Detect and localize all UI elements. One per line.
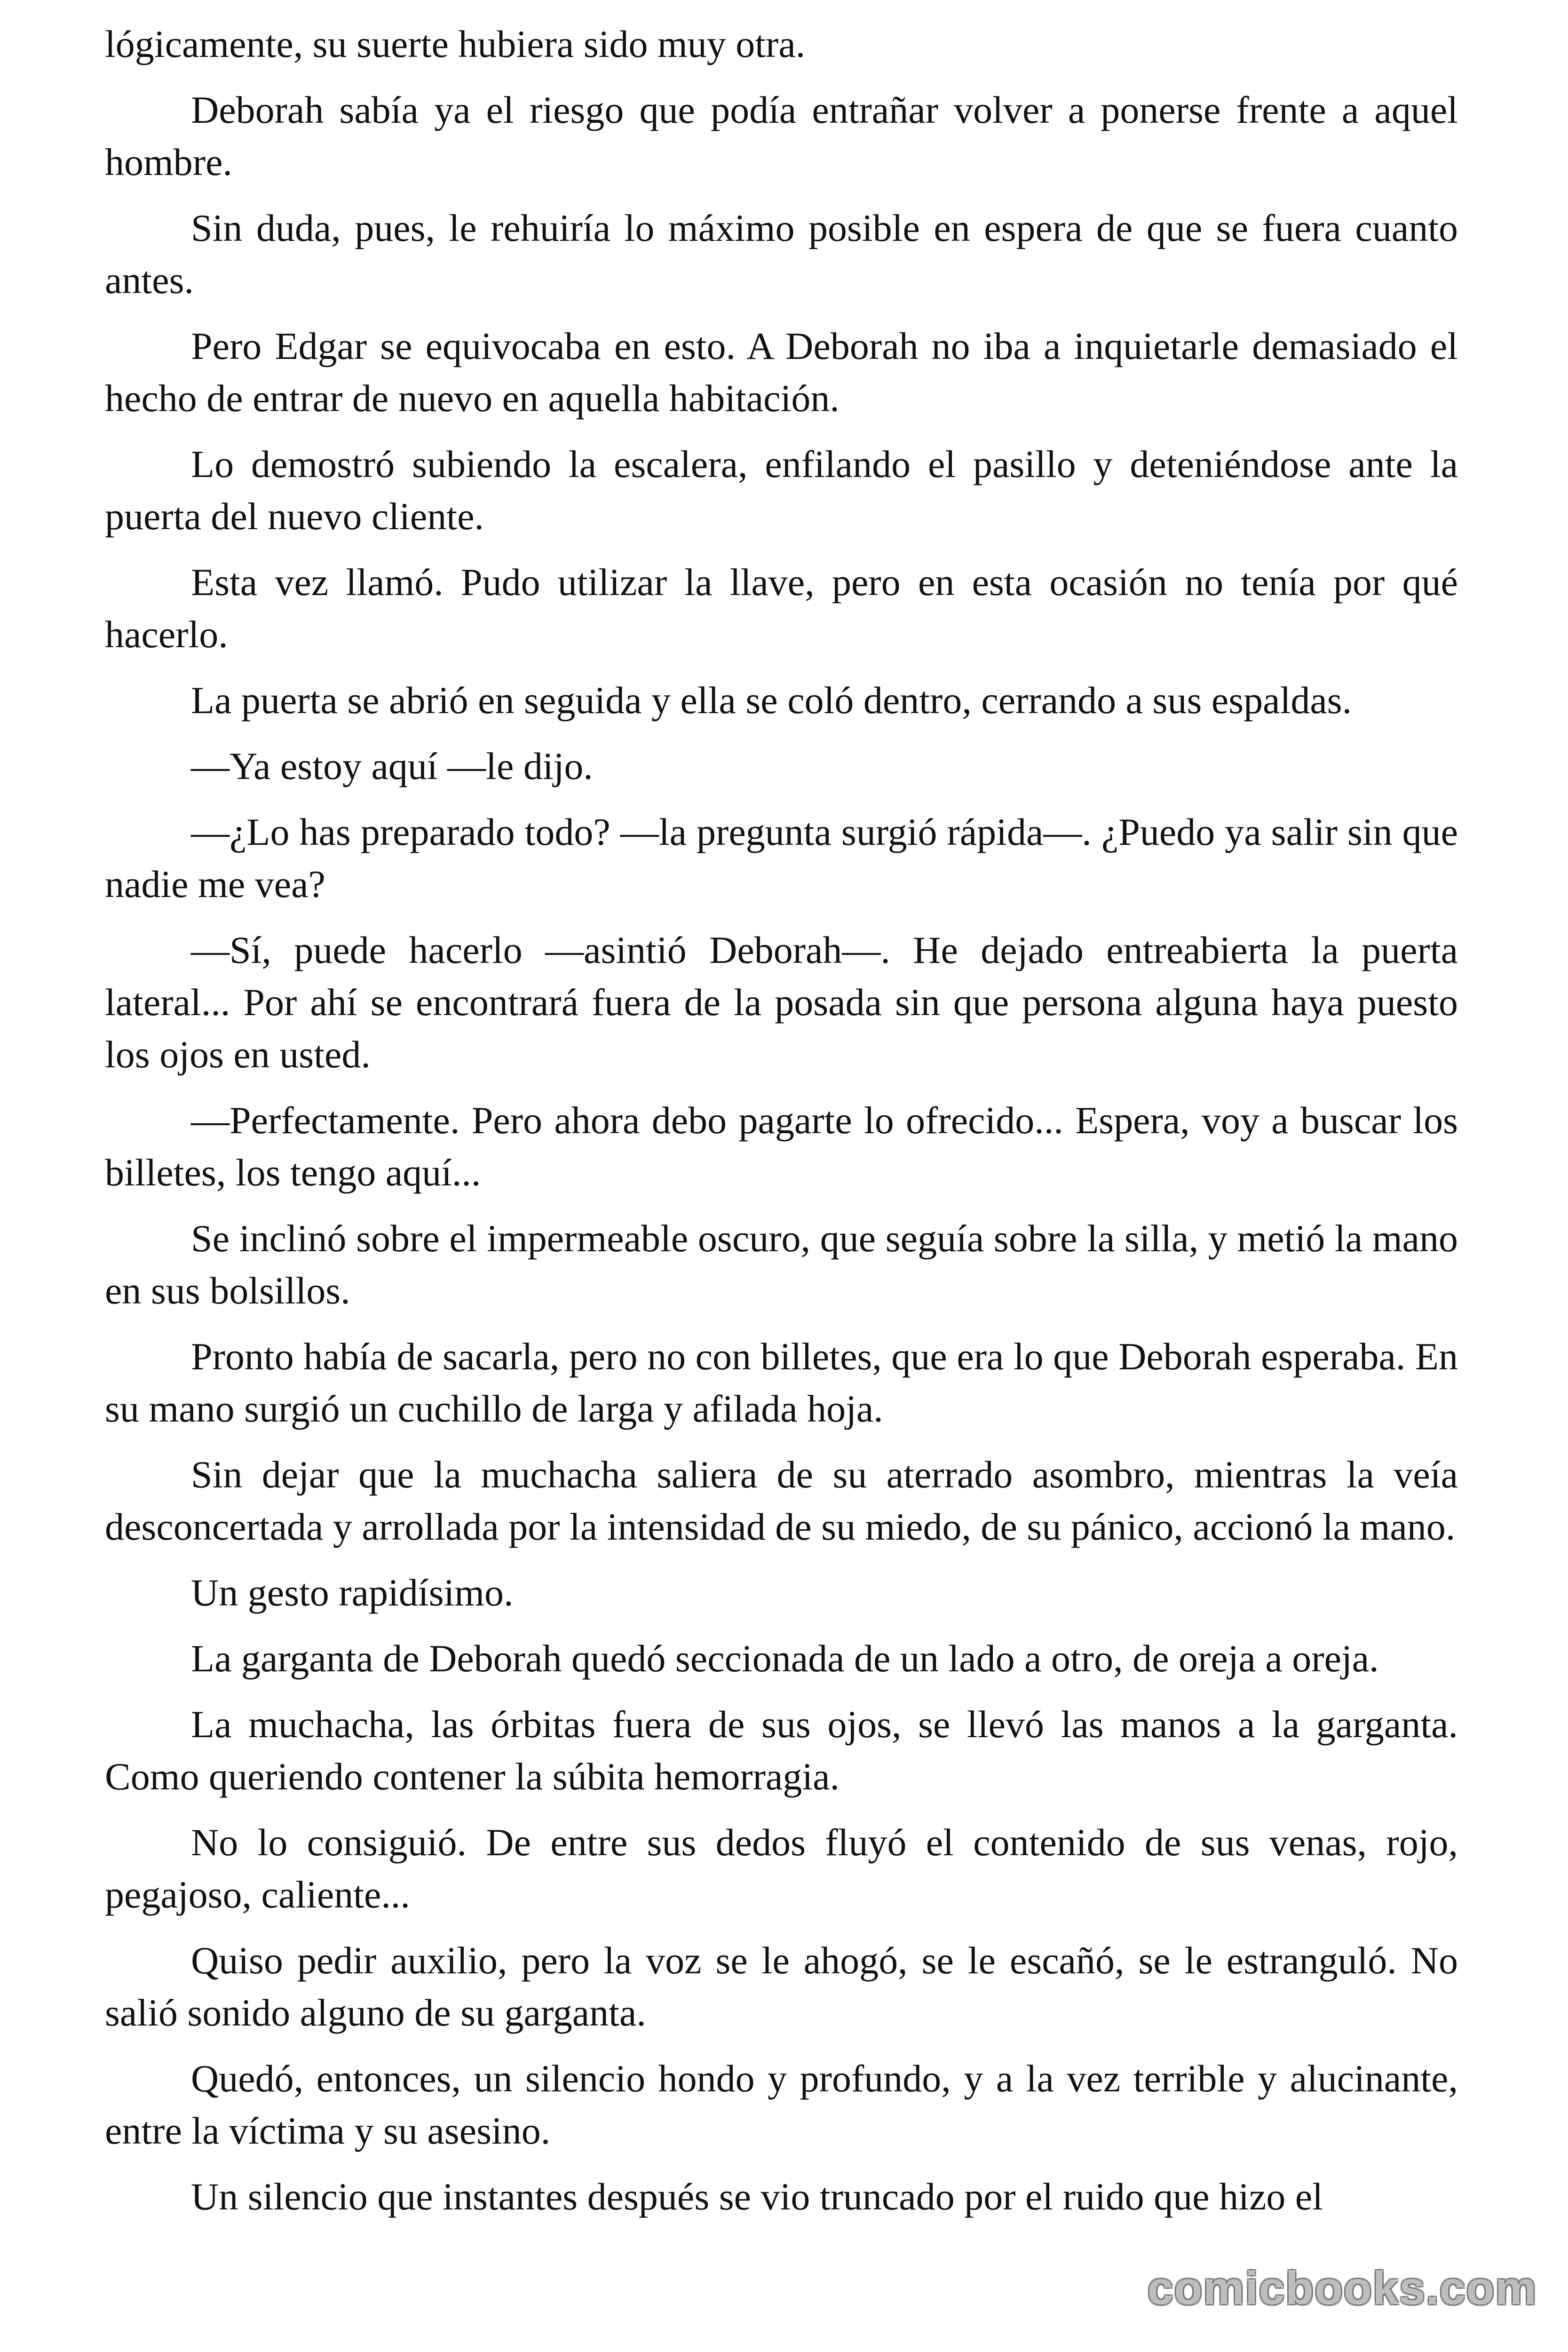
paragraph-20: Quedó, entonces, un silencio hondo y profundo, y a la vez terrible y alucinante, entre la víctima y su asesino.	[105, 2057, 1458, 2152]
paragraph-14: Sin dejar que la muchacha saliera de su aterrado asombro, mientras la veía desconcertada y arrollada por la intensidad de su miedo, de su pánico, accionó la mano.	[105, 1453, 1458, 1548]
paragraph-7: La puerta se abrió en seguida y ella se coló dentro, cerrando a sus espaldas.	[191, 679, 1352, 722]
paragraph-13: Pronto había de sacarla, pero no con billetes, que era lo que Deborah esperaba. En su mano surgió un cuchillo de larga y afilada hoja.	[105, 1335, 1458, 1430]
book-page	[105, 18, 1458, 2342]
paragraph-10: —Sí, puede hacerlo —asintió Deborah—. He dejado entreabierta la puerta lateral... Por ahí se encontrará fuera de la posada sin que persona alguna haya puesto los ojos en usted.	[105, 929, 1458, 1076]
paragraph-15: Un gesto rapidísimo.	[191, 1571, 514, 1614]
paragraph-11: —Perfectamente. Pero ahora debo pagarte lo ofrecido... Espera, voy a buscar los billetes, los tengo aquí...	[105, 1099, 1458, 1194]
paragraph-3: Sin duda, pues, le rehuiría lo máximo posible en espera de que se fuera cuanto antes.	[105, 207, 1458, 302]
paragraph-19: Quiso pedir auxilio, pero la voz se le ahogó, se le escañó, se le estranguló. No salió sonido alguno de su garganta.	[105, 1939, 1458, 2034]
paragraph-18: No lo consiguió. De entre sus dedos fluyó el contenido de sus venas, rojo, pegajoso, caliente...	[105, 1821, 1458, 1916]
paragraph-6: Esta vez llamó. Pudo utilizar la llave, pero en esta ocasión no tenía por qué hacerlo.	[105, 561, 1458, 656]
paragraph-2: Deborah sabía ya el riesgo que podía entrañar volver a ponerse frente a aquel hombre.	[105, 88, 1458, 183]
paragraph-1: lógicamente, su suerte hubiera sido muy otra.	[105, 23, 806, 65]
paragraph-8: —Ya estoy aquí —le dijo.	[191, 745, 593, 787]
paragraph-12: Se inclinó sobre el impermeable oscuro, que seguía sobre la silla, y metió la mano en sus bolsillos.	[105, 1217, 1458, 1312]
paragraph-21: Un silencio que instantes después se vio truncado por el ruido que hizo el	[191, 2175, 1323, 2218]
paragraph-9: —¿Lo has preparado todo? —la pregunta surgió rápida—. ¿Puedo ya salir sin que nadie me vea?	[105, 810, 1458, 906]
watermark-logo: comicbooks.com	[1148, 2262, 1537, 2314]
paragraph-4: Pero Edgar se equivocaba en esto. A Deborah no iba a inquietarle demasiado el hecho de entrar de nuevo en aquella habitación.	[105, 325, 1458, 420]
paragraph-5: Lo demostró subiendo la escalera, enfilando el pasillo y deteniéndose ante la puerta del nuevo cliente.	[105, 443, 1458, 538]
paragraph-16: La garganta de Deborah quedó seccionada de un lado a otro, de oreja a oreja.	[191, 1637, 1379, 1680]
paragraph-17: La muchacha, las órbitas fuera de sus ojos, se llevó las manos a la garganta. Como queriendo contener la súbita hemorragia.	[105, 1703, 1458, 1798]
